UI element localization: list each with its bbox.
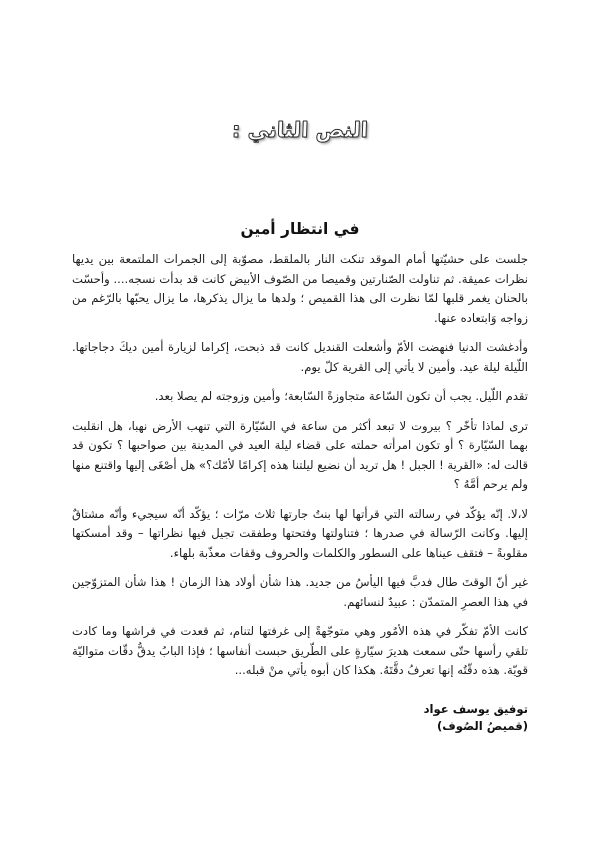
document-heading: النص الثاني : [231,118,369,142]
document-heading-container [72,118,528,158]
body-paragraph: وأدغشت الدنيا فنهضت الأمّ وأشعلت القنديل كانت قد ذبحت، إكراما لزيارة أمين ديكَ دجاجاتها. اللّيلة ليلة عيد. وأمين لا يأتي إلى القرية كلّ يوم. [72,340,528,374]
body-paragraph: لا،لا. إنّه يؤكّد في رسالته التي قرأتها لها بنتُ جارتها ثلاث مرّات ؛ يؤكّد أنّه سيجيء وأنّه مشتاقٌ إليها. وكانت الرّسالة في صدرها ؛ فتناولتها وفتحتها وطفقت تجيل فيها نظراتها – وقد أمسكتها مقلوبةً – فتقف عيناها على السطور والكلمات والحروف وقفات معذّبة بلهاء. [72,506,528,560]
body-paragraph: جلست على حشيّتها أمام الموقد تنكت النار بالملقط، مصوّبة إلى الجمرات الملتمعة بين يديها نظرات عميقة. ثم تناولت الصّنارتين وقميصا من الصّوف الأبيض كانت قد بدأت نسجه.... وأحسّت بالحنان يغمر قلبها لمّا نظرت الى هذا القميص ؛ ولدها ما يزال يذكرها، ما يزال يحبّها بالرّغم من زواجه وَابتعاده عنها. [72,252,528,325]
source-title: (قميصُ الصُوف) [436,718,528,733]
body-paragraph: كانت الأمّ تفكّر في هذه الأمُور وهي متوجّهةً إلى غرفتها لتنام، ثم قعدت في فراشها وما كادت تلقي رأسها حتّى سمعت هديرَ سيّارةٍ على الطّريق حبست أنفاسها ؛ فإذا البابُ يدقُّ دقّات متواليّة قويّة. هذه دقّتُه إنها تعرفُ دقَّتَهُ. هكذا كان أبوه يأتي منْ قبله... [72,624,528,677]
body-paragraph: غير أنّ الوقتَ طال فدبَّ فيها اليأسُ من جديد. هذا شأن أولاد هذا الزمان ! هذا شأن المتزوّجين في هذا العصرِ المتمدّن : عبيدٌ لنسائهم. [72,575,528,609]
signature-block [72,701,528,735]
body-paragraph: تقدم اللّيل. يجب أن تكون السّاعة متجاوزةً السّابعة؛ وأمين وزوجته لم يصلا بعد. [154,389,528,403]
body-paragraph: ترى لماذا تأخّر ؟ بيروت لا تبعد أكثر من ساعة في السّيّارة التي تنهب الأرض نهبا، هل انقلبت بهما السّيّارة ؟ أو تكون امرأته حملته على قضاء ليلة العيد في المدينة بين صواحبها ؟ تكون قد قالت له: «القرية ! الجبل ! هل تريد أن نضيع ليلتنا هذه إكرامًا لأمّك؟» هل أصْغَى إليها واقتنع منها ولم يرحم أمَّهُ ؟ [72,418,528,491]
section-title: في انتظار أمين [240,220,360,238]
author-name: توفيق يوسف عواد [423,701,528,716]
